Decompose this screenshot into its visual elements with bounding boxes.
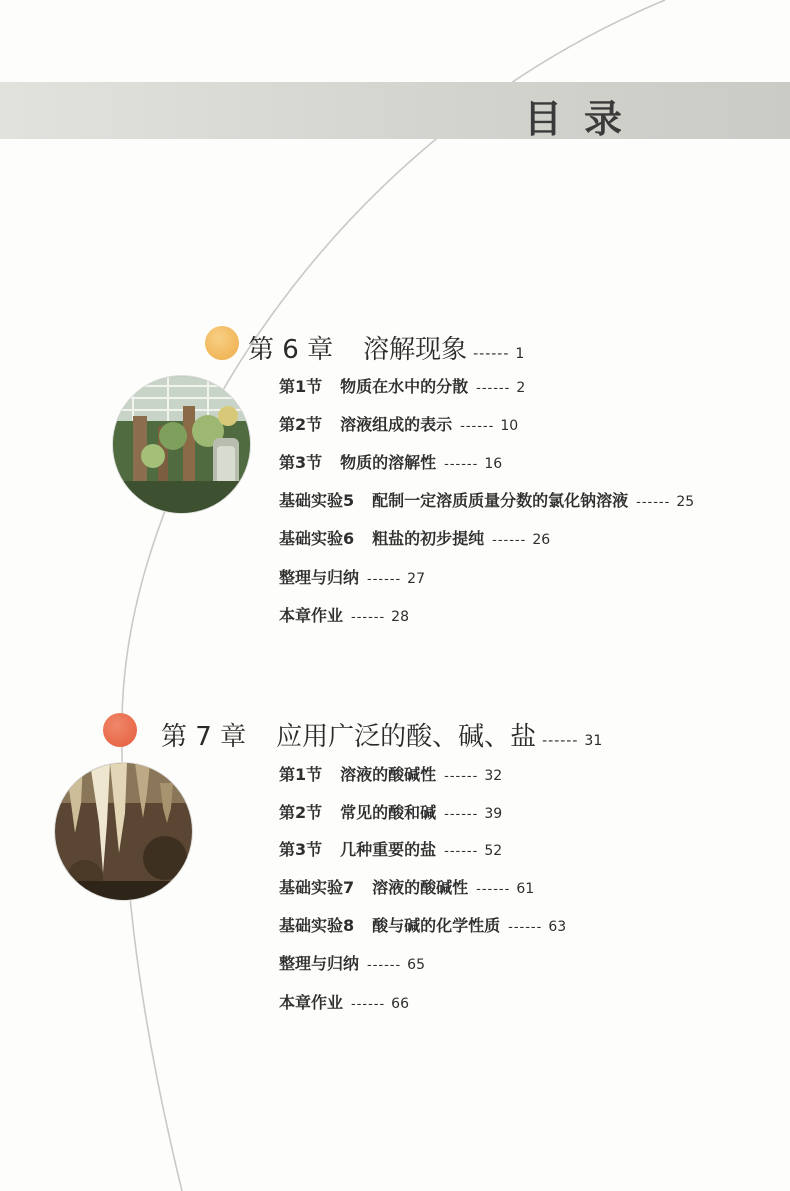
entry-label: 第3节 xyxy=(279,840,323,859)
entry-leader: ------ xyxy=(444,457,479,472)
toc-entry[interactable] xyxy=(279,488,694,511)
chapter-7-number: 第 7 章 xyxy=(161,722,247,752)
chapter-6-title: 溶解现象 xyxy=(363,335,468,365)
entry-page: 2 xyxy=(516,380,526,396)
entry-title: 本章作业 xyxy=(279,606,344,625)
toc-entry[interactable] xyxy=(279,374,525,397)
entry-leader: ------ xyxy=(492,533,527,548)
entry-page: 27 xyxy=(407,571,425,587)
entry-title: 整理与归纳 xyxy=(279,954,360,973)
toc-entry[interactable] xyxy=(279,412,518,435)
chapter-7-leader: ------ xyxy=(542,733,579,749)
toc-entry[interactable] xyxy=(279,526,550,549)
toc-entry[interactable] xyxy=(279,762,502,785)
entry-leader: ------ xyxy=(444,769,479,784)
chapter-7-heading[interactable] xyxy=(161,716,602,753)
entry-label: 第1节 xyxy=(279,377,323,396)
header-band xyxy=(0,82,790,139)
entry-leader: ------ xyxy=(351,610,386,625)
entry-page: 63 xyxy=(548,919,567,935)
entry-title: 几种重要的盐 xyxy=(340,840,437,859)
entry-page: 52 xyxy=(484,843,503,859)
entry-title: 常见的酸和碱 xyxy=(340,803,437,822)
entry-title: 溶液组成的表示 xyxy=(340,415,453,434)
chapter-7-title: 应用广泛的酸、碱、盐 xyxy=(276,722,537,752)
entry-page: 39 xyxy=(484,806,503,822)
entry-label: 第2节 xyxy=(279,415,323,434)
toc-entry[interactable] xyxy=(279,565,425,588)
toc-entry[interactable] xyxy=(279,450,502,473)
chapter-7-dot xyxy=(103,713,137,747)
page-title: 目录 xyxy=(523,97,644,141)
entry-leader: ------ xyxy=(444,844,479,859)
entry-page: 28 xyxy=(391,609,409,625)
entry-label: 第3节 xyxy=(279,453,323,472)
entry-page: 10 xyxy=(500,418,519,434)
entry-page: 66 xyxy=(391,996,409,1012)
entry-title: 粗盐的初步提纯 xyxy=(372,529,485,548)
entry-page: 25 xyxy=(676,494,695,510)
entry-title: 物质的溶解性 xyxy=(340,453,437,472)
entry-title: 溶液的酸碱性 xyxy=(340,765,437,784)
entry-leader: ------ xyxy=(351,997,386,1012)
entry-label: 第2节 xyxy=(279,803,323,822)
toc-entry[interactable] xyxy=(279,990,409,1013)
entry-leader: ------ xyxy=(367,572,402,587)
entry-label: 第1节 xyxy=(279,765,323,784)
entry-page: 61 xyxy=(516,881,535,897)
entry-title: 物质在水中的分散 xyxy=(340,377,469,396)
entry-label: 基础实验5 xyxy=(279,491,355,510)
entry-label: 基础实验8 xyxy=(279,916,355,935)
toc-entry[interactable] xyxy=(279,603,409,626)
greenhouse-plants-photo xyxy=(113,376,250,513)
chapter-6-number: 第 6 章 xyxy=(248,335,334,365)
entry-page: 16 xyxy=(484,456,503,472)
chapter-7-page: 31 xyxy=(584,733,603,749)
entry-label: 基础实验6 xyxy=(279,529,355,548)
entry-page: 32 xyxy=(484,768,503,784)
toc-entry[interactable] xyxy=(279,837,502,860)
entry-title: 酸与碱的化学性质 xyxy=(372,916,501,935)
entry-leader: ------ xyxy=(444,807,479,822)
entry-title: 本章作业 xyxy=(279,993,344,1012)
toc-entry[interactable] xyxy=(279,875,534,898)
entry-label: 基础实验7 xyxy=(279,878,355,897)
toc-entry[interactable] xyxy=(279,951,425,974)
chapter-6-heading[interactable] xyxy=(248,329,524,366)
entry-page: 65 xyxy=(407,957,425,973)
entry-leader: ------ xyxy=(636,495,671,510)
toc-entry[interactable] xyxy=(279,800,502,823)
entry-title: 溶液的酸碱性 xyxy=(372,878,469,897)
entry-page: 26 xyxy=(532,532,551,548)
entry-leader: ------ xyxy=(476,882,511,897)
chapter-6-page: 1 xyxy=(515,346,525,362)
entry-leader: ------ xyxy=(367,958,402,973)
toc-entry[interactable] xyxy=(279,913,566,936)
entry-leader: ------ xyxy=(476,381,511,396)
entry-title: 整理与归纳 xyxy=(279,568,360,587)
entry-leader: ------ xyxy=(460,419,495,434)
chapter-6-dot xyxy=(205,326,239,360)
entry-title: 配制一定溶质质量分数的氯化钠溶液 xyxy=(372,491,629,510)
chapter-6-leader: ------ xyxy=(473,346,510,362)
cave-stalactite-photo xyxy=(55,763,192,900)
entry-leader: ------ xyxy=(508,920,543,935)
